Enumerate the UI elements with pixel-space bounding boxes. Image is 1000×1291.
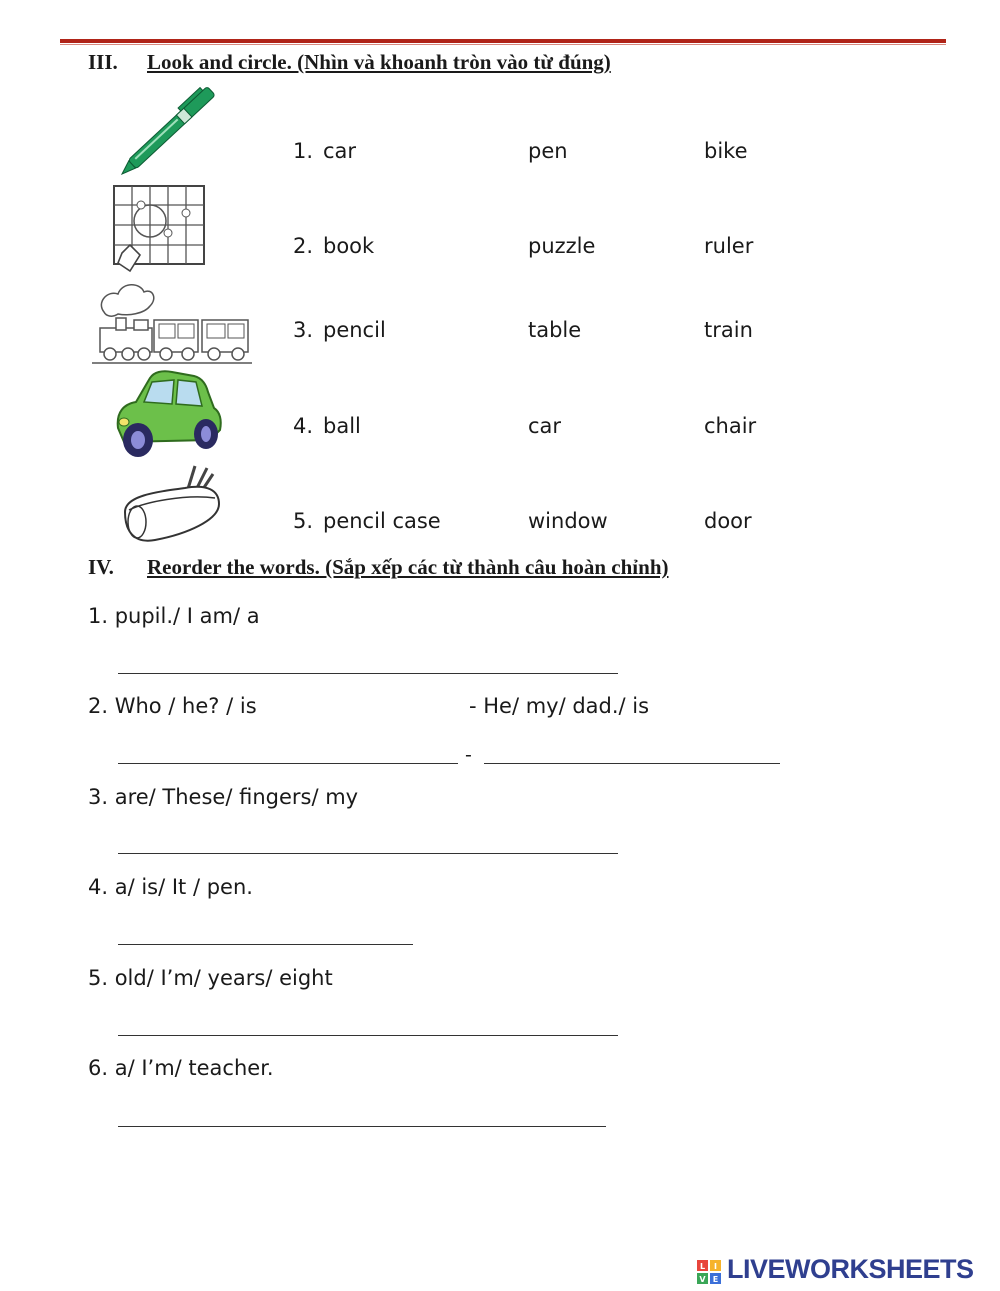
logo-letter-v: V xyxy=(699,1275,706,1284)
item-2-option-a[interactable]: book xyxy=(323,234,375,258)
reorder-6-answer-line[interactable] xyxy=(118,1125,606,1127)
top-rule-shadow xyxy=(60,44,946,45)
reorder-3-answer-line[interactable] xyxy=(118,852,618,854)
top-rule xyxy=(60,39,946,43)
reorder-3-prompt: 3. are/ These/ fingers/ my xyxy=(88,785,359,809)
section-4-title: Reorder the words. (Sắp xếp các từ thành câu hoàn chỉnh) xyxy=(147,555,669,579)
item-4-option-c[interactable]: chair xyxy=(704,414,757,438)
item-3-option-c[interactable]: train xyxy=(704,318,753,342)
reorder-5-answer-line[interactable] xyxy=(118,1034,618,1036)
item-1-number: 1. xyxy=(293,139,314,163)
item-3-option-a[interactable]: pencil xyxy=(323,318,386,342)
logo-letter-l: L xyxy=(699,1262,706,1271)
reorder-2-separator: - xyxy=(465,744,472,766)
item-2-option-b[interactable]: puzzle xyxy=(528,234,596,258)
logo-letter-i: I xyxy=(714,1262,717,1271)
reorder-4-answer-line[interactable] xyxy=(118,943,413,945)
train-icon xyxy=(92,276,252,368)
item-2-number: 2. xyxy=(293,234,314,258)
reorder-6-prompt: 6. a/ I’m/ teacher. xyxy=(88,1056,274,1080)
item-3-option-b[interactable]: table xyxy=(528,318,582,342)
item-2-option-c[interactable]: ruler xyxy=(704,234,754,258)
reorder-2-prompt: 2. Who / he? / is xyxy=(88,694,257,718)
logo-letter-e: E xyxy=(712,1275,719,1284)
reorder-4-prompt: 4. a/ is/ It / pen. xyxy=(88,875,253,899)
liveworksheets-logo-icon xyxy=(697,1254,725,1288)
item-5-option-c[interactable]: door xyxy=(704,509,752,533)
reorder-2-prompt-b: - He/ my/ dad./ is xyxy=(469,694,650,718)
item-4-option-a[interactable]: ball xyxy=(323,414,361,438)
puzzle-icon xyxy=(108,183,210,275)
item-5-option-b[interactable]: window xyxy=(528,509,608,533)
section-3-number: III. xyxy=(88,50,118,74)
brand-name: LIVEWORKSHEETS xyxy=(727,1254,974,1284)
reorder-2-answer-line-b[interactable] xyxy=(484,762,780,764)
pen-icon xyxy=(112,82,217,178)
item-5-number: 5. xyxy=(293,509,314,533)
section-3-title: Look and circle. (Nhìn và khoanh tròn vào từ đúng) xyxy=(147,50,611,74)
item-1-option-b[interactable]: pen xyxy=(528,139,568,163)
reorder-2-answer-line-a[interactable] xyxy=(118,762,458,764)
car-icon xyxy=(110,368,225,460)
item-5-option-a[interactable]: pencil case xyxy=(323,509,441,533)
item-1-option-c[interactable]: bike xyxy=(704,139,748,163)
reorder-5-prompt: 5. old/ I’m/ years/ eight xyxy=(88,966,333,990)
item-4-option-b[interactable]: car xyxy=(528,414,562,438)
reorder-1-prompt: 1. pupil./ I am/ a xyxy=(88,604,260,628)
item-3-number: 3. xyxy=(293,318,314,342)
section-4-number: IV. xyxy=(88,555,114,579)
pencil-case-icon xyxy=(115,462,225,546)
reorder-1-answer-line[interactable] xyxy=(118,672,618,674)
item-1-option-a[interactable]: car xyxy=(323,139,357,163)
item-4-number: 4. xyxy=(293,414,314,438)
